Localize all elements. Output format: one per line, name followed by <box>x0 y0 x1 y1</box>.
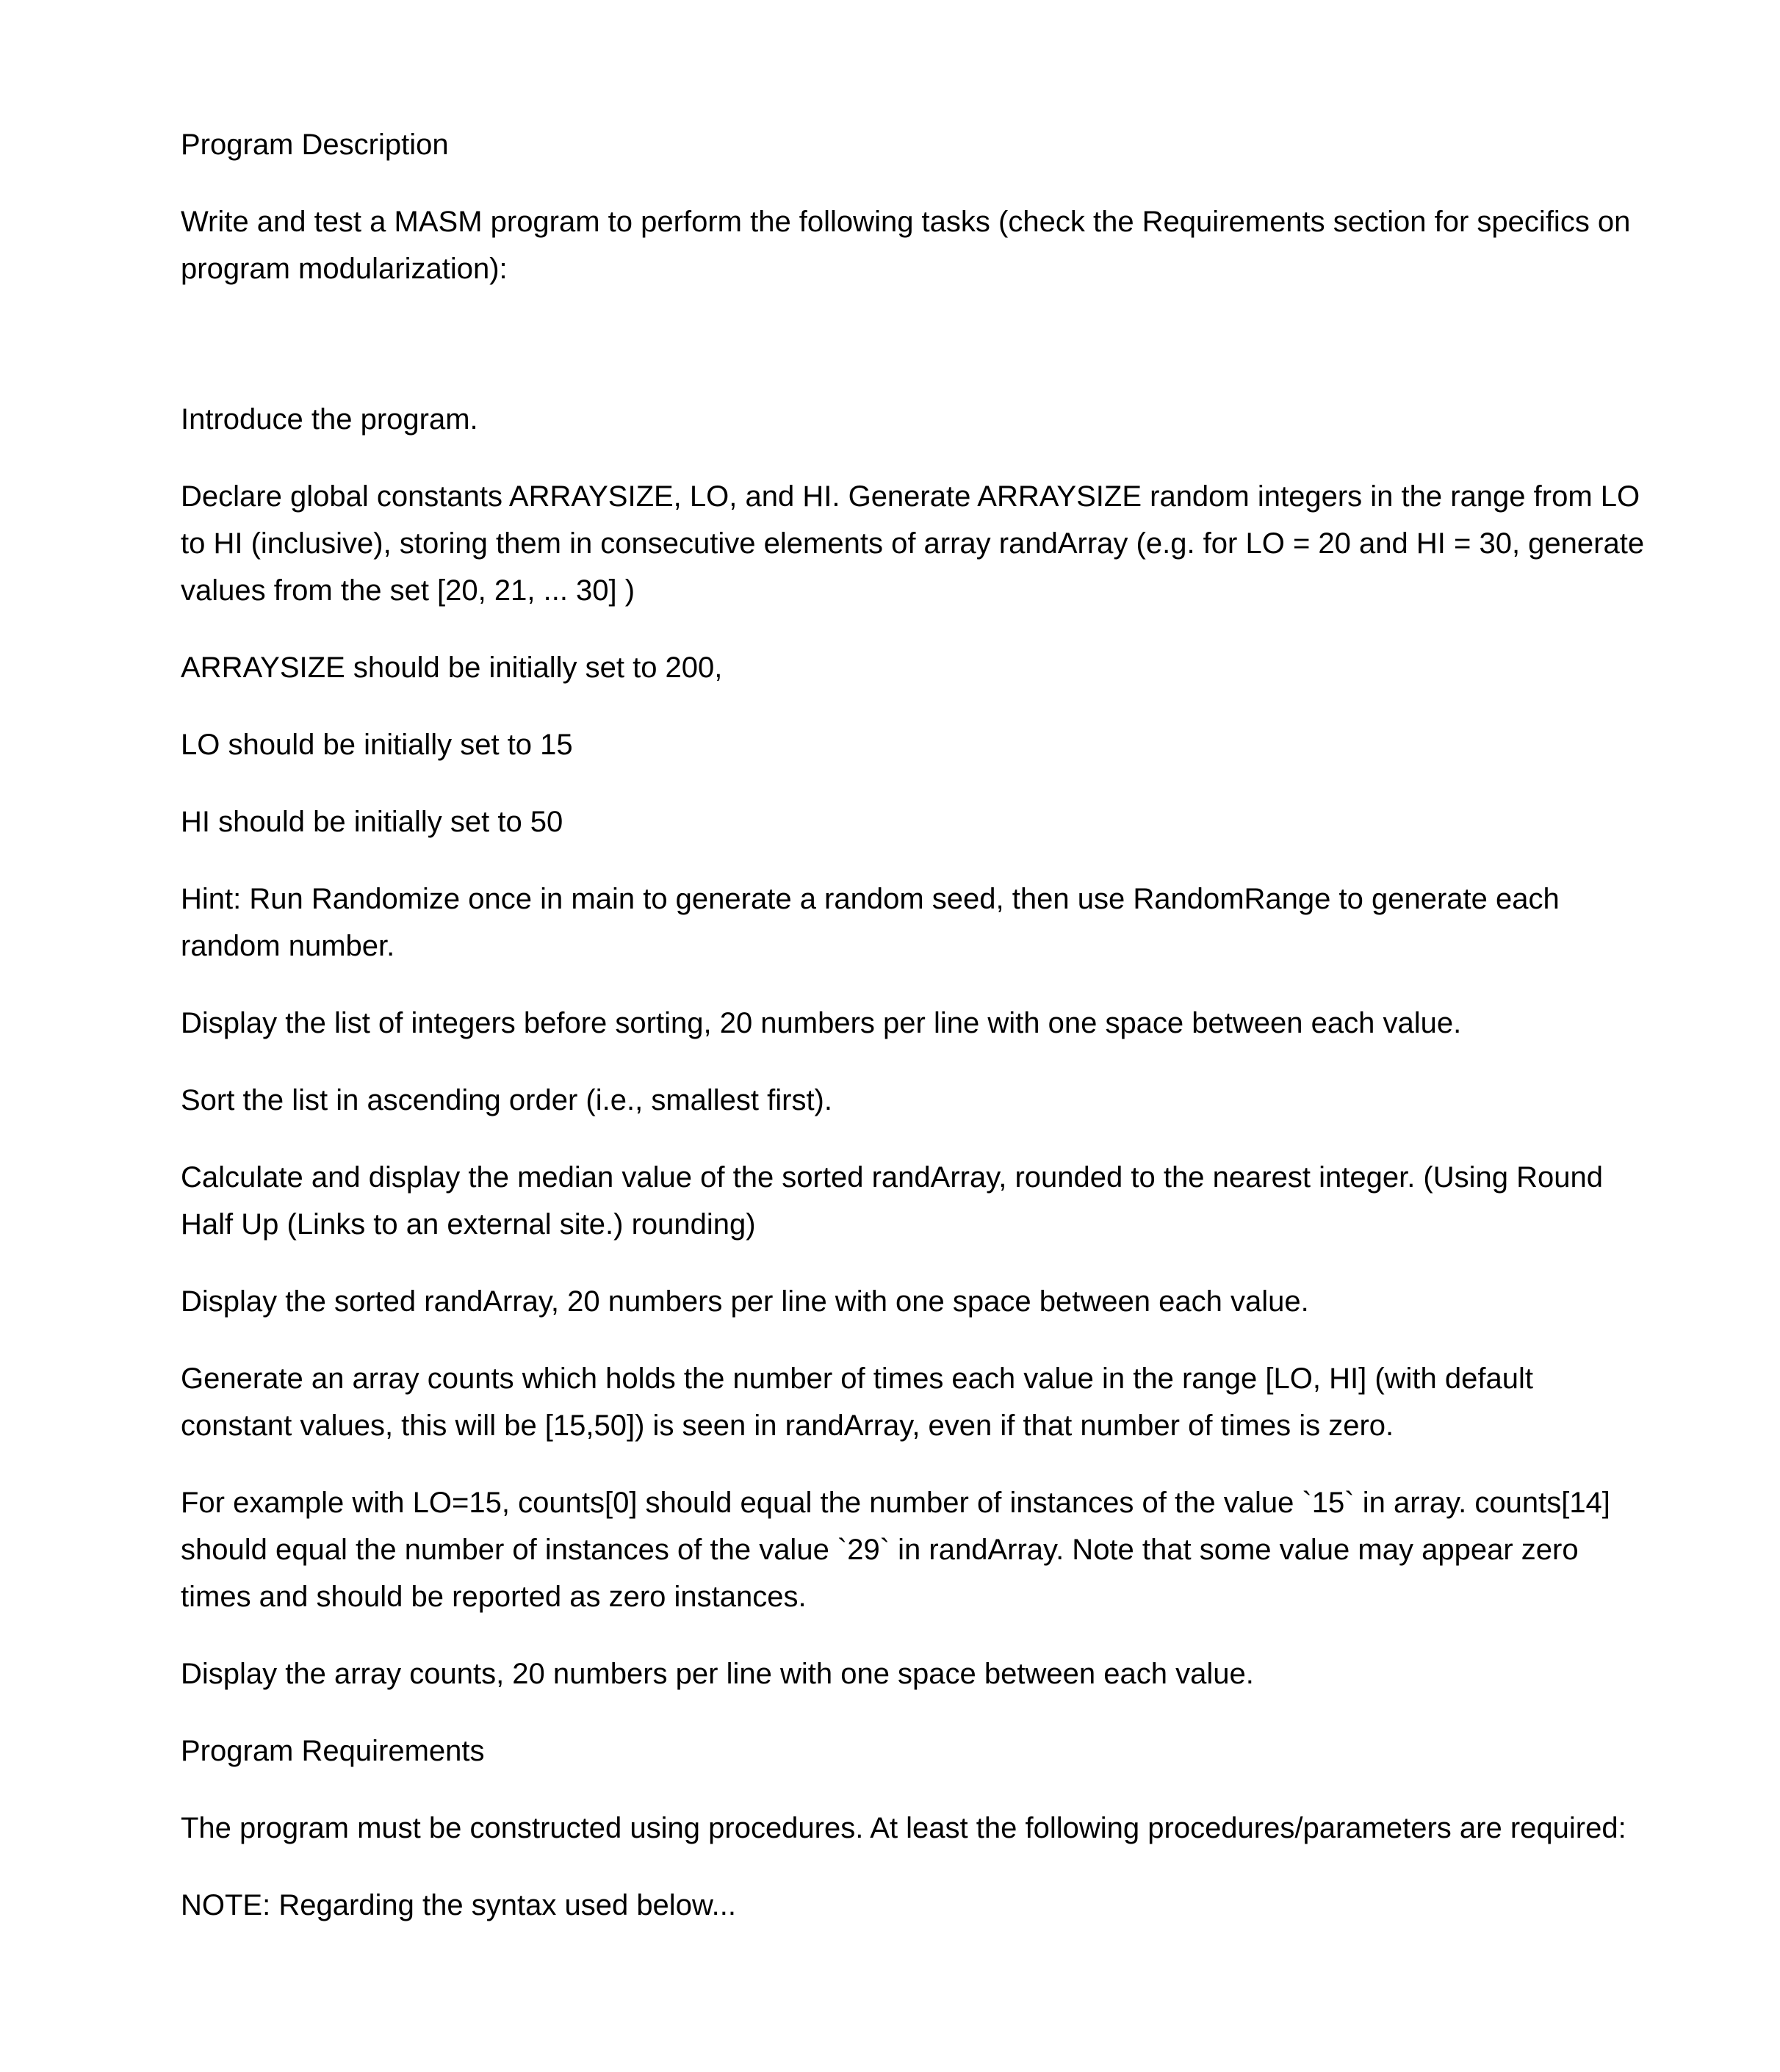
paragraph-declare-constants: Declare global constants ARRAYSIZE, LO, and HI. Generate ARRAYSIZE random integers in the range from LO to HI (inclusive), storing them in consecutive elements of array randArray (e.g. for LO = 20 and HI = 30, generate values from the set [20, 21, ... 30] ) <box>181 480 1645 607</box>
paragraph-hi: HI should be initially set to 50 <box>181 806 563 838</box>
paragraph-sort: Sort the list in ascending order (i.e., smallest first). <box>181 1084 832 1116</box>
paragraph-display-unsorted: Display the list of integers before sorting, 20 numbers per line with one space between each value. <box>181 1007 1462 1039</box>
paragraph-example: For example with LO=15, counts[0] should equal the number of instances of the value `15` in array. counts[14] should equal the number of instances of the value `29` in randArray. Note that some value may appear zero times and should be reported as zero instances. <box>181 1487 1610 1613</box>
heading-program-description: Program Description <box>181 129 449 161</box>
paragraph-lo: LO should be initially set to 15 <box>181 729 573 761</box>
paragraph-hint: Hint: Run Randomize once in main to generate a random seed, then use RandomRange to generate each random number. <box>181 883 1560 962</box>
paragraph-intro: Write and test a MASM program to perform the following tasks (check the Requirements section for specifics on program modularization): <box>181 206 1631 285</box>
paragraph-arraysize: ARRAYSIZE should be initially set to 200, <box>181 651 723 684</box>
paragraph-median: Calculate and display the median value of the sorted randArray, rounded to the nearest integer. (Using Round Half Up (Links to an external site.) rounding) <box>181 1161 1603 1241</box>
paragraph-introduce-program: Introduce the program. <box>181 403 478 436</box>
paragraph-display-sorted: Display the sorted randArray, 20 numbers per line with one space between each value. <box>181 1285 1309 1318</box>
paragraph-note: NOTE: Regarding the syntax used below... <box>181 1889 736 1921</box>
document-body <box>181 121 1650 1929</box>
heading-program-requirements: Program Requirements <box>181 1735 485 1767</box>
paragraph-procedures: The program must be constructed using procedures. At least the following procedures/parameters are required: <box>181 1812 1626 1844</box>
paragraph-counts: Generate an array counts which holds the number of times each value in the range [LO, HI] (with default constant values, this will be [15,50]) is seen in randArray, even if that number of times is zero. <box>181 1362 1533 1442</box>
paragraph-display-counts: Display the array counts, 20 numbers per line with one space between each value. <box>181 1658 1254 1690</box>
